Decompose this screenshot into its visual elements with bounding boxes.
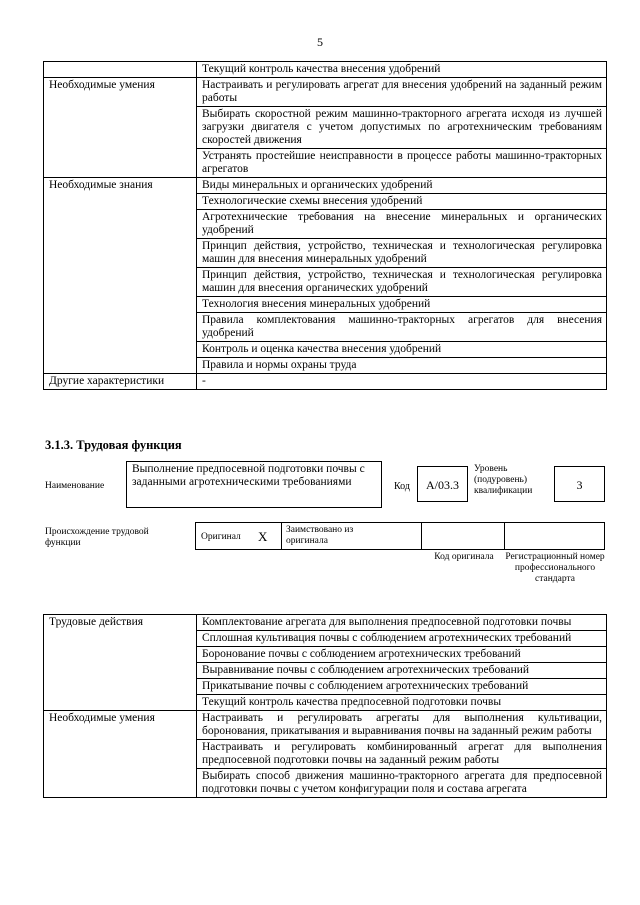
row-group-label: Необходимые умения (44, 78, 197, 178)
original-mark: X (258, 529, 268, 544)
row-text: Выбирать способ движения машинно-тракторного агрегата для предпосевной подготовки почвы с учетом конфигурации поля и состава агрегата (197, 769, 607, 798)
row-text: Правила и нормы охраны труда (197, 358, 607, 374)
row-text: Виды минеральных и органических удобрений (197, 178, 607, 194)
divider-2 (421, 523, 422, 549)
code-original-caption: Код оригинала (434, 552, 494, 562)
row-text: Текущий контроль качества предпосевной подготовки почвы (197, 695, 607, 711)
reg-number-caption: Регистрационный номер профессионального стандарта (505, 552, 605, 584)
level-value: 3 (576, 478, 583, 492)
code-label: Код (394, 481, 410, 492)
origin-row (195, 522, 605, 550)
table-row (44, 615, 607, 631)
row-group-label: Необходимые знания (44, 178, 197, 374)
row-text: Принцип действия, устройство, техническая и технологическая регулировка машин для внесения органических удобрений (197, 268, 607, 297)
table-row (44, 178, 607, 194)
row-text: Технология внесения минеральных удобрений (197, 297, 607, 313)
row-text: Прикатывание почвы с соблюдением агротехнических требований (197, 679, 607, 695)
table-row (44, 78, 607, 107)
origin-label: Происхождение трудовой функции (45, 527, 149, 548)
row-text: Настраивать и регулировать агрегат для внесения удобрений на заданный режим работы (197, 78, 607, 107)
table-row (44, 711, 607, 740)
original-label: Оригинал (201, 532, 241, 542)
row-group-label (44, 62, 197, 78)
row-text: Настраивать и регулировать комбинированный агрегат для выполнения предпосевной подготовки почвы на заданный режим работы (197, 740, 607, 769)
level-value-box (554, 466, 605, 502)
row-group-label: Необходимые умения (44, 711, 197, 798)
table-row (44, 374, 607, 390)
row-text: Боронование почвы с соблюдением агротехнических требований (197, 647, 607, 663)
table-labor-actions (43, 614, 607, 798)
row-text: - (197, 374, 607, 390)
name-label: Наименование (45, 481, 105, 491)
divider-1 (281, 523, 282, 549)
row-text: Текущий контроль качества внесения удобрений (197, 62, 607, 78)
row-text: Агротехнические требования на внесение минеральных и органических удобрений (197, 210, 607, 239)
table-row (44, 62, 607, 78)
name-value: Выполнение предпосевной подготовки почвы с заданными агротехническими требованиями (132, 463, 365, 488)
row-text: Выравнивание почвы с соблюдением агротехнических требований (197, 663, 607, 679)
level-label: Уровень (подуровень) квалификации (474, 464, 533, 496)
row-text: Устранять простейшие неисправности в процессе работы машинно-тракторных агрегатов (197, 149, 607, 178)
row-text: Контроль и оценка качества внесения удобрений (197, 342, 607, 358)
row-group-label: Другие характеристики (44, 374, 197, 390)
table-skills-knowledge (43, 61, 607, 390)
name-value-box (126, 461, 382, 508)
row-text: Принцип действия, устройство, техническая и технологическая регулировка машин для внесения минеральных удобрений (197, 239, 607, 268)
row-text: Правила комплектования машинно-тракторных агрегатов для внесения удобрений (197, 313, 607, 342)
borrowed-label: Заимствовано из оригинала (286, 525, 354, 546)
section-title: 3.1.3. Трудовая функция (45, 438, 182, 452)
row-text: Сплошная культивация почвы с соблюдением агротехнических требований (197, 631, 607, 647)
code-value-box (417, 466, 468, 502)
code-value: A/03.3 (426, 478, 459, 492)
row-text: Технологические схемы внесения удобрений (197, 194, 607, 210)
divider-3 (504, 523, 505, 549)
page-number: 5 (317, 35, 323, 49)
row-group-label: Трудовые действия (44, 615, 197, 711)
row-text: Настраивать и регулировать агрегаты для выполнения культивации, боронования, прикатывания и выравнивания почвы на заданный режим работы (197, 711, 607, 740)
row-text: Выбирать скоростной режим машинно-тракторного агрегата исходя из лучшей загрузки двигателя с учетом допустимых по агротехническим требованиям скоростей движения (197, 107, 607, 149)
row-text: Комплектование агрегата для выполнения предпосевной подготовки почвы (197, 615, 607, 631)
